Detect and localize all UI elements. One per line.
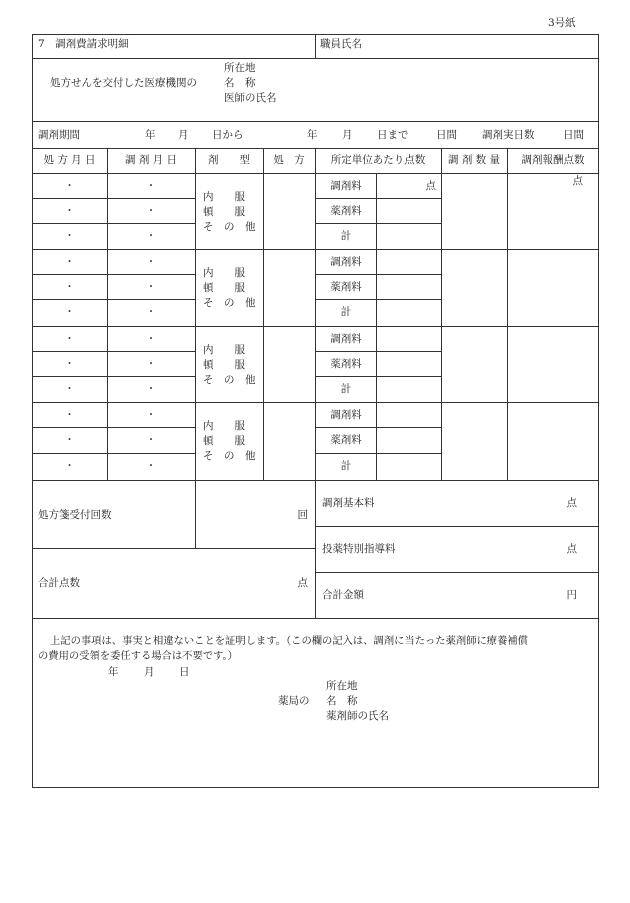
- total-amount-label: 合計金額: [322, 589, 364, 601]
- header-quantity: 調 剤 数 量: [447, 154, 500, 166]
- drug-fee-label: 薬剤料: [330, 358, 362, 370]
- actual-days-unit: 日間: [563, 129, 584, 141]
- dispense-date-cell: ・: [145, 358, 157, 370]
- header-dispense-date: 調 剤 月 日: [124, 154, 177, 166]
- actual-days-label: 調剤実日数: [482, 129, 535, 141]
- dispense-date-cell: ・: [145, 306, 157, 318]
- institution-address-label: 所在地: [224, 62, 256, 74]
- period-year-to: 年: [307, 129, 318, 141]
- receipt-count-label: 処方箋受付回数: [38, 509, 112, 521]
- dosage-asneeded: 頓 服: [203, 359, 245, 371]
- header-prescription-date: 処 方 月 日: [43, 154, 96, 166]
- form-number: 3号紙: [548, 17, 576, 29]
- prescription-date-cell: ・: [64, 205, 75, 217]
- prescription-date-cell: ・: [64, 460, 75, 472]
- period-day-from: 日から: [212, 129, 244, 141]
- receipt-count-unit: 回: [297, 509, 308, 521]
- dosage-oral: 内 服: [203, 420, 245, 432]
- pharmacy-name-label: 名 称: [326, 695, 358, 707]
- prescription-date-cell: ・: [64, 180, 75, 192]
- subtotal-label: 計: [340, 306, 352, 318]
- staff-name-label: 職員氏名: [320, 38, 362, 50]
- certification-line-1: 上記の事項は、事実と相違ないことを証明します。（この欄の記入は、調剤に当たった薬剤師に療養補償: [50, 635, 528, 647]
- total-points-unit: 点: [297, 577, 308, 589]
- subtotal-label: 計: [340, 460, 352, 472]
- dispense-date-cell: ・: [145, 205, 157, 217]
- total-points-label: 合計点数: [38, 577, 80, 589]
- dosage-oral: 内 服: [203, 344, 245, 356]
- point-unit: 点: [425, 180, 436, 192]
- prescription-date-cell: ・: [64, 383, 75, 395]
- period-month-from: 月: [178, 129, 189, 141]
- period-label: 調剤期間: [38, 129, 80, 141]
- dispense-date-cell: ・: [145, 180, 157, 192]
- guidance-fee-unit: 点: [566, 543, 577, 555]
- dispensing-fee-label: 調剤料: [330, 333, 362, 345]
- dosage-asneeded: 頓 服: [203, 206, 245, 218]
- drug-fee-label: 薬剤料: [330, 434, 362, 446]
- dosage-oral: 内 服: [203, 267, 245, 279]
- dispense-date-cell: ・: [145, 409, 157, 421]
- dispense-date-cell: ・: [145, 460, 157, 472]
- prescription-date-cell: ・: [64, 281, 75, 293]
- header-unit-points: 所定単位あたり点数: [330, 154, 426, 166]
- dosage-asneeded: 頓 服: [203, 435, 245, 447]
- pharmacy-address-label: 所在地: [326, 680, 358, 692]
- dispense-date-cell: ・: [145, 434, 157, 446]
- doctor-name-label: 医師の氏名: [224, 92, 277, 104]
- certification-day: 日: [179, 666, 190, 678]
- dispense-date-cell: ・: [145, 230, 157, 242]
- header-prescription: 処 方: [273, 154, 305, 166]
- period-days: 日間: [436, 129, 457, 141]
- subtotal-label: 計: [340, 383, 352, 395]
- dosage-other: そ の 他: [203, 374, 256, 386]
- dosage-oral: 内 服: [203, 191, 245, 203]
- dispense-date-cell: ・: [145, 256, 157, 268]
- basic-fee-label: 調剤基本料: [322, 497, 375, 509]
- prescription-date-cell: ・: [64, 230, 75, 242]
- period-year-from: 年: [145, 129, 156, 141]
- dispense-date-cell: ・: [145, 383, 157, 395]
- prescription-date-cell: ・: [64, 333, 75, 345]
- institution-lead: 処方せんを交付した医療機関の: [50, 77, 197, 89]
- header-reward-points: 調剤報酬点数: [521, 154, 585, 166]
- prescription-date-cell: ・: [64, 256, 75, 268]
- drug-fee-label: 薬剤料: [330, 205, 362, 217]
- certification-month: 月: [144, 666, 155, 678]
- dispense-date-cell: ・: [145, 333, 157, 345]
- dosage-asneeded: 頓 服: [203, 282, 245, 294]
- drug-fee-label: 薬剤料: [330, 281, 362, 293]
- reward-point-unit: 点: [572, 175, 583, 187]
- pharmacy-lead: 薬局の: [278, 695, 310, 707]
- dispense-date-cell: ・: [145, 281, 157, 293]
- period-month-to: 月: [342, 129, 353, 141]
- certification-year: 年: [108, 666, 119, 678]
- dispensing-fee-label: 調剤料: [330, 409, 362, 421]
- basic-fee-unit: 点: [566, 497, 577, 509]
- header-dosage-form: 剤 型: [208, 154, 250, 166]
- institution-name-label: 名 称: [224, 77, 256, 89]
- dispensing-fee-label: 調剤料: [330, 180, 362, 192]
- prescription-date-cell: ・: [64, 409, 75, 421]
- subtotal-label: 計: [340, 230, 352, 242]
- pharmacist-name-label: 薬剤師の氏名: [326, 710, 389, 722]
- dosage-other: そ の 他: [203, 450, 256, 462]
- prescription-date-cell: ・: [64, 306, 75, 318]
- certification-line-2: の費用の受領を委任する場合は不要です。）: [38, 650, 238, 662]
- dosage-other: そ の 他: [203, 297, 256, 309]
- prescription-date-cell: ・: [64, 358, 75, 370]
- guidance-fee-label: 投薬特別指導料: [322, 543, 396, 555]
- total-amount-unit: 円: [566, 589, 577, 601]
- prescription-date-cell: ・: [64, 434, 75, 446]
- dispensing-fee-label: 調剤料: [330, 256, 362, 268]
- period-day-to: 日まで: [377, 129, 409, 141]
- dosage-other: そ の 他: [203, 221, 256, 233]
- section-title: 7 調剤費請求明細: [38, 38, 129, 50]
